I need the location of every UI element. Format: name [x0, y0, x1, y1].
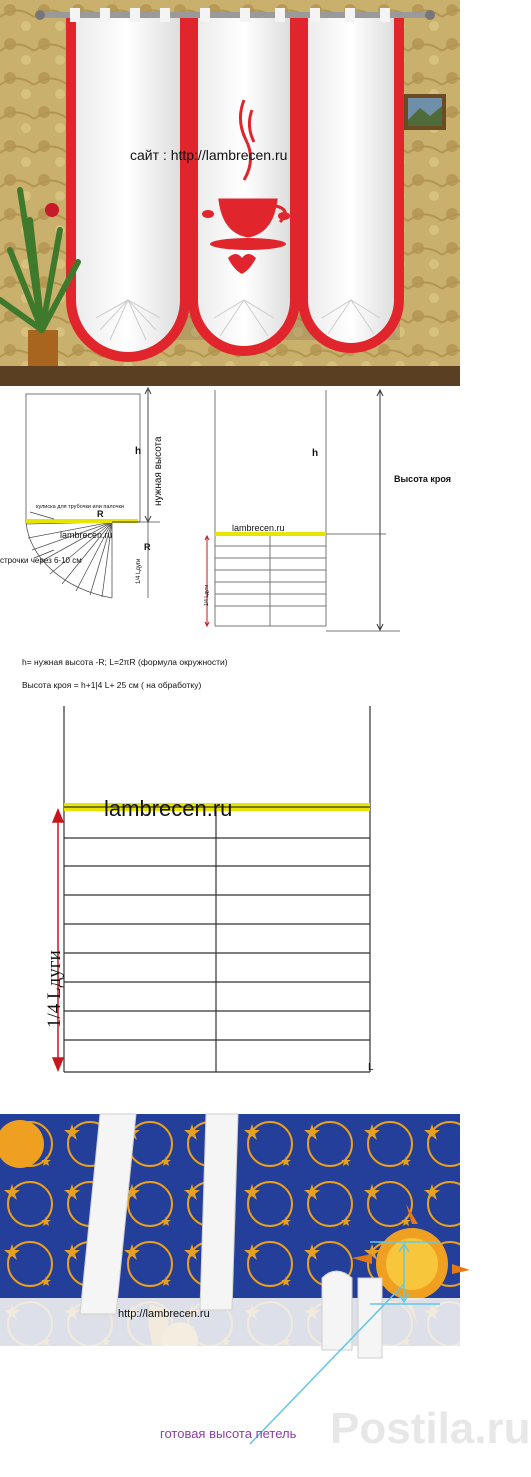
curtain-panel-left	[66, 18, 190, 362]
enlarged-diagram	[0, 700, 460, 1100]
formula-line-2: Высота кроя = h+1|4 L+ 25 см ( на обработку)	[22, 680, 202, 690]
h-label-2: h	[312, 448, 319, 459]
loops-photo	[0, 1114, 531, 1472]
arc-length-arrow	[53, 810, 63, 1070]
site-label-1: lambrecen.ru	[60, 530, 113, 540]
site-label-2: lambrecen.ru	[232, 523, 285, 533]
corner-mark: L	[368, 1062, 374, 1073]
r-side-label: R	[144, 542, 151, 552]
site-label-3: lambrecen.ru	[104, 796, 233, 821]
arc-label-1: 1/4 Lдуги	[136, 558, 142, 584]
site-watermark: сайт : http://lambrecen.ru	[130, 147, 288, 163]
diagram-right	[215, 390, 400, 631]
stitch-label: строчки через 6-10 см	[0, 556, 82, 565]
curtain-photo	[0, 0, 460, 386]
arc-label-3: 1/4 Lдуги	[44, 950, 65, 1028]
h-label: h	[135, 446, 142, 457]
r-label: R	[97, 509, 104, 519]
formula-line-1: h= нужная высота -R; L=2πR (формула окружности)	[22, 657, 228, 667]
height-label: нужная высота	[153, 436, 164, 506]
loop-height-label: готовая высота петель	[160, 1426, 297, 1441]
curtain-panel-right	[298, 18, 404, 353]
site-watermark-2: http://lambrecen.ru	[118, 1308, 210, 1320]
tube-label: кулиска для трубочки или палочки	[36, 504, 124, 510]
postila-logo: Postila.ru	[330, 1404, 531, 1453]
wall-picture	[404, 94, 446, 130]
curtain-panel-center	[188, 18, 300, 356]
arc-label-2: 1/4 Lдуги	[204, 584, 210, 606]
pattern-diagrams	[0, 386, 460, 636]
cut-height-label: Высота кроя	[394, 474, 452, 484]
